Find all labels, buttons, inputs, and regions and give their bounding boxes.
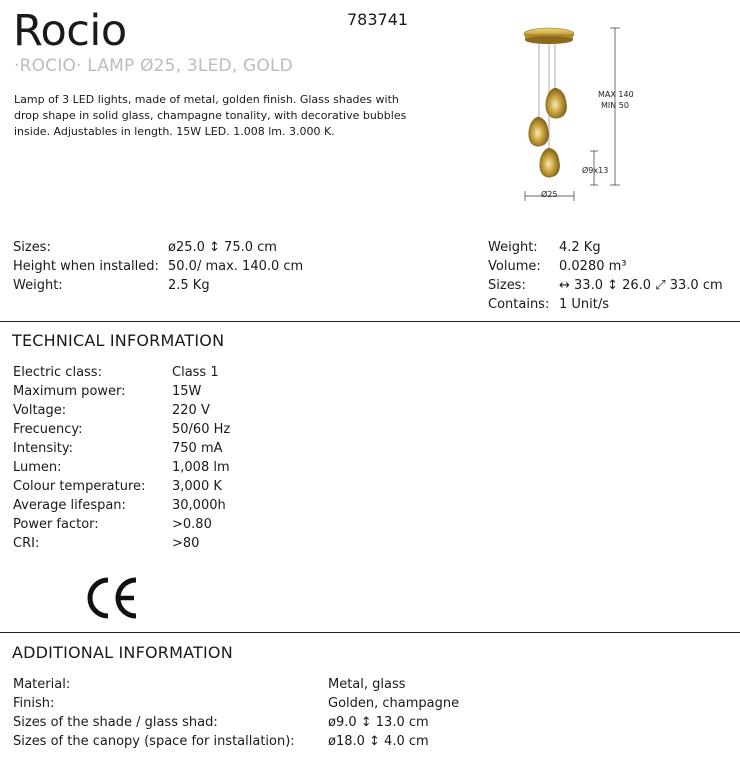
- table-row: [488, 257, 723, 276]
- table-row: [13, 401, 230, 420]
- table-row: [13, 458, 230, 477]
- row-value: 50/60 Hz: [172, 422, 231, 437]
- table-row: [13, 675, 459, 694]
- row-value: 750 mA: [172, 441, 223, 456]
- ce-mark-icon: [84, 576, 140, 620]
- row-label: Frecuency:: [13, 422, 83, 437]
- row-label: Height when installed:: [13, 259, 159, 274]
- glass-shade: [529, 117, 549, 146]
- product-subtitle: ·ROCIO· LAMP Ø25, 3LED, GOLD: [14, 56, 293, 76]
- row-label: Lumen:: [13, 460, 62, 475]
- row-label: Sizes:: [488, 278, 526, 293]
- max-label: MAX 140: [598, 90, 634, 99]
- lamp-drawing: [515, 20, 645, 205]
- row-value: 30,000h: [172, 498, 226, 513]
- dimensions-table: [13, 238, 303, 295]
- additional-table: [13, 675, 459, 751]
- table-row: [488, 295, 723, 314]
- row-value: >0.80: [172, 517, 212, 532]
- row-label: Power factor:: [13, 517, 99, 532]
- section-divider: [0, 632, 740, 633]
- additional-section-title: ADDITIONAL INFORMATION: [12, 643, 233, 662]
- row-label: Average lifespan:: [13, 498, 126, 513]
- table-row: [13, 439, 230, 458]
- row-label: Sizes of the canopy (space for installation):: [13, 734, 295, 749]
- table-row: [13, 238, 303, 257]
- package-table: [488, 238, 723, 314]
- glass-shade: [546, 88, 567, 118]
- row-label: Electric class:: [13, 365, 102, 380]
- product-name: Rocio: [13, 6, 127, 56]
- product-description: Lamp of 3 LED lights, made of metal, golden finish. Glass shades with drop shape in solid glass, champagne tonality, with decorative bubbles inside. Adjustables in length. 15W LED. 1.008 lm. 3.000 K.: [14, 93, 407, 138]
- table-row: [13, 276, 303, 295]
- table-row: [13, 382, 230, 401]
- technical-table: [13, 363, 230, 553]
- row-value: Class 1: [172, 365, 219, 380]
- section-divider: [0, 321, 740, 322]
- table-row: [13, 477, 230, 496]
- row-value: 220 V: [172, 403, 210, 418]
- table-row: [488, 238, 723, 257]
- row-value: Golden, champagne: [328, 696, 460, 711]
- table-row: [488, 276, 723, 295]
- row-value: 3,000 K: [172, 479, 222, 494]
- canopy-size-label: Ø25: [541, 190, 558, 199]
- row-value: 1 Unit/s: [559, 297, 610, 312]
- row-label: Voltage:: [13, 403, 67, 418]
- row-value: ø18.0 ↕ 4.0 cm: [328, 734, 429, 749]
- row-value: 0.0280 m³: [559, 259, 627, 274]
- technical-section-title: TECHNICAL INFORMATION: [12, 331, 225, 350]
- shade-size-label: Ø9x13: [582, 166, 609, 175]
- row-label: Sizes of the shade / glass shad:: [13, 715, 218, 730]
- table-row: [13, 694, 459, 713]
- glass-shade: [540, 148, 560, 177]
- row-label: Weight:: [13, 278, 63, 293]
- row-label: CRI:: [13, 536, 40, 551]
- table-row: [13, 420, 230, 439]
- row-label: Volume:: [488, 259, 541, 274]
- row-value: Metal, glass: [328, 677, 406, 692]
- table-row: [13, 732, 459, 751]
- min-label: MIN 50: [601, 101, 629, 110]
- row-label: Maximum power:: [13, 384, 126, 399]
- row-label: Weight:: [488, 240, 538, 255]
- row-value: 15W: [172, 384, 202, 399]
- row-value: 2.5 Kg: [168, 278, 210, 293]
- row-value: 50.0/ max. 140.0 cm: [168, 259, 304, 274]
- row-value: 4.2 Kg: [559, 240, 601, 255]
- row-value: ø25.0 ↕ 75.0 cm: [168, 240, 277, 255]
- row-label: Colour temperature:: [13, 479, 146, 494]
- row-label: Sizes:: [13, 240, 51, 255]
- table-row: [13, 534, 230, 553]
- table-row: [13, 713, 459, 732]
- row-value: 1,008 lm: [172, 460, 230, 475]
- row-label: Contains:: [488, 297, 550, 312]
- table-row: [13, 515, 230, 534]
- row-label: Finish:: [13, 696, 55, 711]
- table-row: [13, 496, 230, 515]
- row-label: Material:: [13, 677, 71, 692]
- product-reference: 783741: [347, 10, 409, 29]
- table-row: [13, 363, 230, 382]
- row-label: Intensity:: [13, 441, 74, 456]
- row-value: ↔ 33.0 ↕ 26.0 ⤢ 33.0 cm: [559, 278, 723, 293]
- table-row: [13, 257, 303, 276]
- row-value: >80: [172, 536, 200, 551]
- row-value: ø9.0 ↕ 13.0 cm: [328, 715, 429, 730]
